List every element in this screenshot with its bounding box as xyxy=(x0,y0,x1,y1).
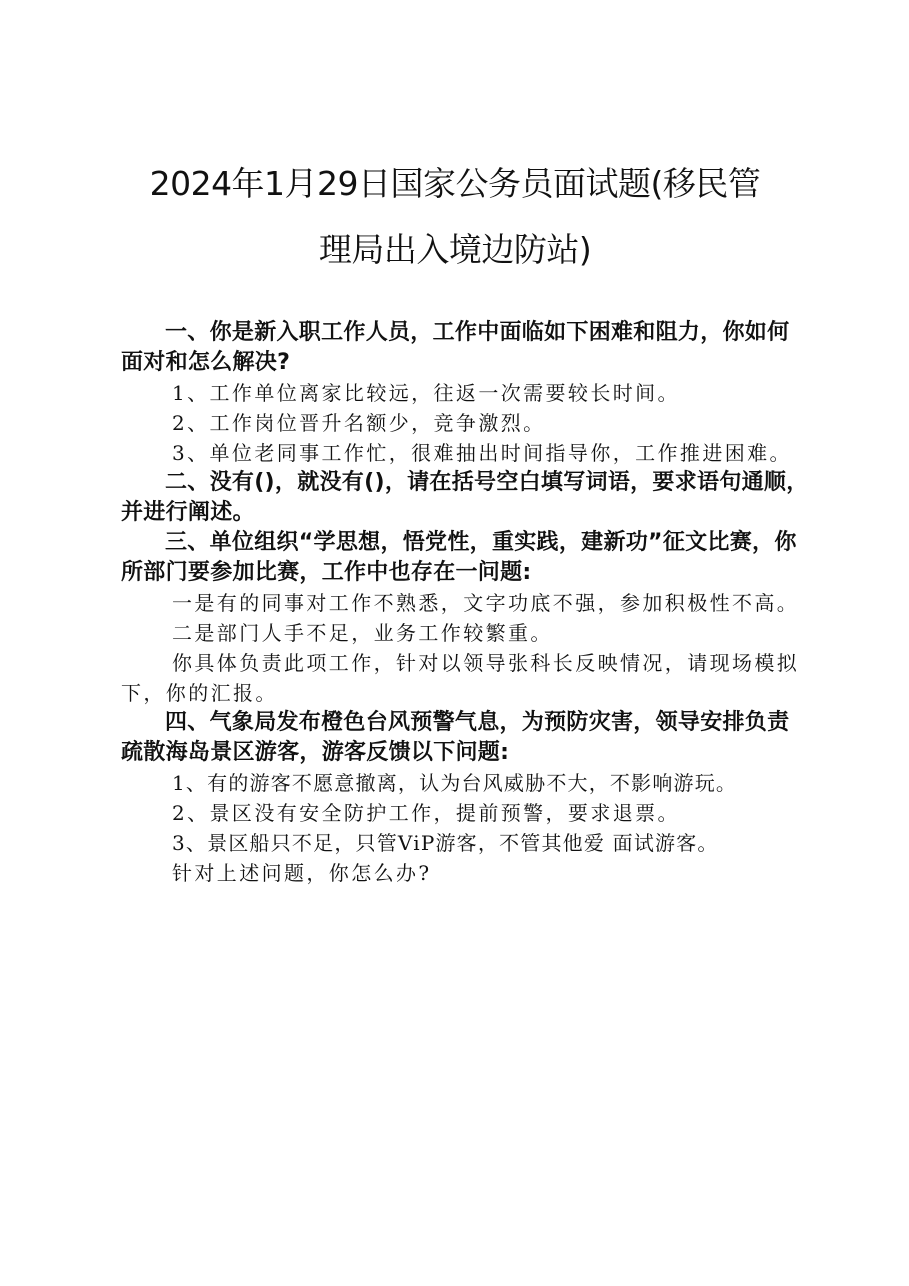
document-title-line-1: 2024年1月29日国家公务员面试题(移民管 xyxy=(149,164,761,203)
question-1-item-2: 2、工作岗位晋升名额少，竞争激烈。 xyxy=(172,411,546,435)
question-3-item-3: 你具体负责此项工作，针对以领导张科长反映情况，请现场模拟下，你的汇报。 xyxy=(121,651,800,705)
question-3-item-1: 一是有的同事对工作不熟悉，文字功底不强，参加积极性不高。 xyxy=(172,591,800,615)
question-4-item-4: 针对上述问题，你怎么办? xyxy=(172,861,432,885)
document-body xyxy=(121,318,811,888)
question-3: 三、单位组织“学思想，悟党性，重实践，建新功”征文比赛，你所部门要参加比赛，工作中也存在一问题: xyxy=(121,530,797,585)
document-title-line-2: 理局出入境边防站) xyxy=(318,230,592,269)
question-4-item-3: 3、景区船只不足，只管ViP游客，不管其他爱 面试游客。 xyxy=(172,831,719,855)
question-1-item-3: 3、单位老同事工作忙，很难抽出时间指导你，工作推进困难。 xyxy=(172,441,792,465)
question-4-item-1: 1、有的游客不愿意撤离，认为台风威胁不大，不影响游玩。 xyxy=(172,771,738,795)
question-4: 四、气象局发布橙色台风预警气息，为预防灾害，领导安排负责疏散海岛景区游客，游客反馈以下问题: xyxy=(121,710,790,765)
question-1: 一、你是新入职工作人员，工作中面临如下困难和阻力，你如何面对和怎么解决? xyxy=(121,320,790,375)
question-3-item-2: 二是部门人手不足，业务工作较繁重。 xyxy=(172,621,553,645)
question-1-item-1: 1、工作单位离家比较远，往返一次需要较长时间。 xyxy=(172,381,680,405)
question-4-item-2: 2、景区没有安全防护工作，提前预警，要求退票。 xyxy=(172,801,680,825)
question-2: 二、没有()，就没有()，请在括号空白填写词语，要求语句通顺，并进行阐述。 xyxy=(121,470,809,525)
